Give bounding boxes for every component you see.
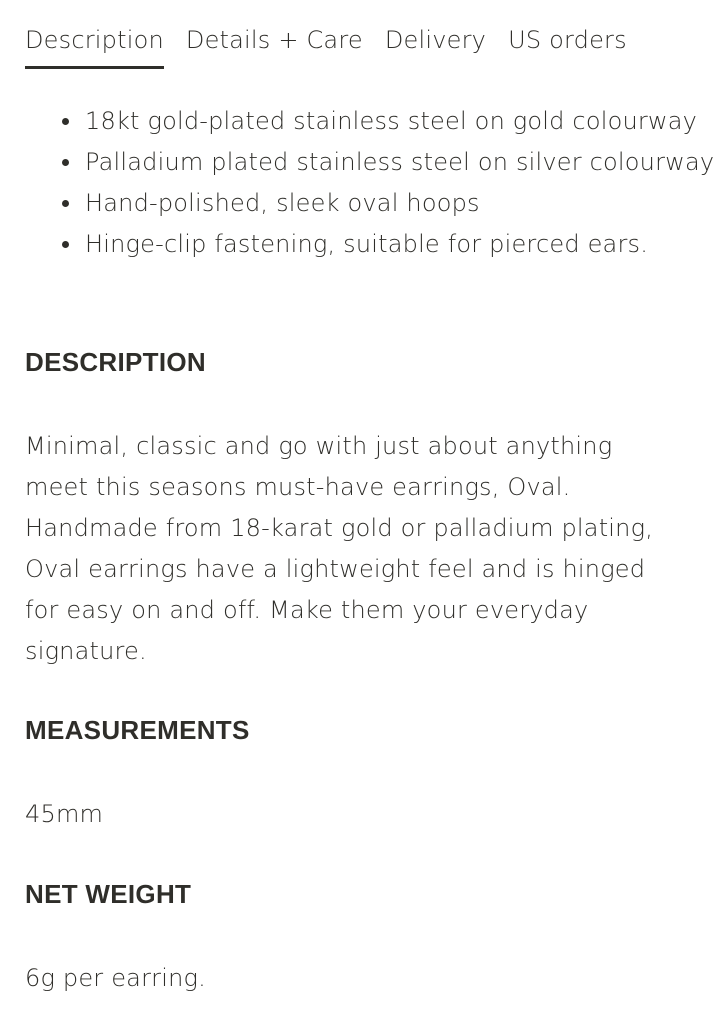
feature-item: 18kt gold-plated stainless steel on gold colourway	[60, 101, 714, 142]
feature-list	[60, 101, 714, 265]
description-heading: DESCRIPTION	[25, 347, 206, 377]
feature-item: Hinge-clip fastening, suitable for pierced ears.	[60, 224, 714, 265]
measurements-heading: MEASUREMENTS	[25, 715, 250, 745]
tab-delivery[interactable]: Delivery	[384, 26, 487, 54]
feature-item: Palladium plated stainless steel on silver colourway	[60, 142, 714, 183]
tab-bar	[25, 20, 649, 68]
net-weight-value: 6g per earring.	[25, 964, 206, 992]
tab-details-care[interactable]: Details + Care	[185, 26, 363, 54]
net-weight-heading: NET WEIGHT	[25, 879, 192, 909]
description-body: Minimal, classic and go with just about anything meet this seasons must-have earrings, Oval. Handmade from 18-karat gold or palladium plating, Oval earrings have a lightweight feel and is hinged for easy on and off. Make them your everyday signature.	[25, 432, 654, 665]
tab-us-orders[interactable]: US orders	[508, 26, 627, 54]
tab-description[interactable]: Description	[25, 20, 164, 69]
feature-item: Hand-polished, sleek oval hoops	[60, 183, 714, 224]
measurements-value: 45mm	[25, 800, 104, 828]
